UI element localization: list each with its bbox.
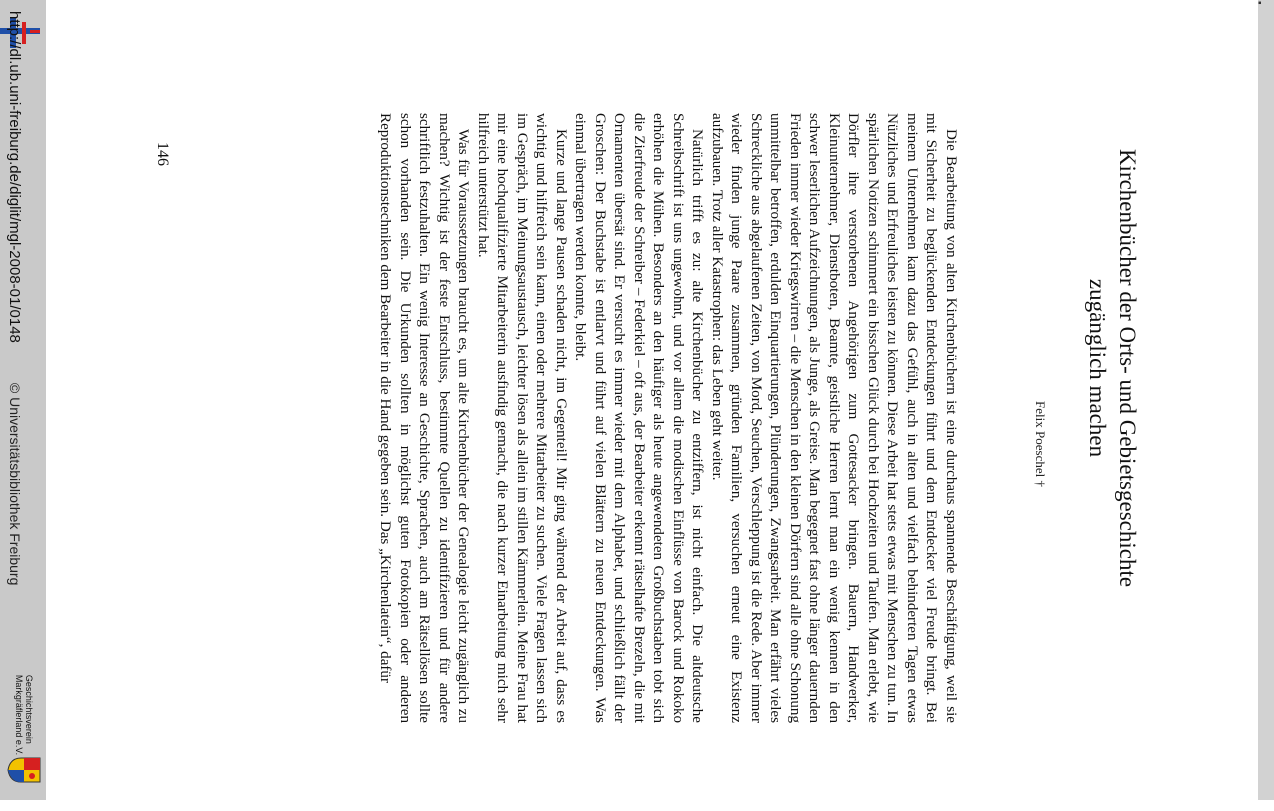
copyright-notice: © Universitätsbibliothek Freiburg xyxy=(7,382,23,586)
article-title-line2: zugänglich machen xyxy=(1085,278,1110,458)
paragraph: Was für Voraussetzungen braucht es, um alte Kirchenbücher der Genealogie leicht zugänglich zu machen? Wichtig ist der feste Entschluss, bestimmte Quellen zu identifizieren und für andere schriftlich festzuhalten. Ein wenig Interesse an Geschichte, Sprachen, auch am Rätsellösen sollte schon vorhanden sein. Die Urkunden sollten in möglichst guten Fotokopien oder anderen Reproduktionstechniken dem Bearbeiter in die Hand gegeben sein. Das „Kirchenlatein“, dafür xyxy=(377,113,472,723)
society-crest-icon xyxy=(7,757,41,783)
article-title xyxy=(1082,88,1142,648)
article-title-line1: Kirchenbücher der Orts- und Gebietsgeschichte xyxy=(1115,148,1140,588)
paragraph: Die Bearbeitung von alten Kirchenbüchern ist eine durchaus spannende Beschäftigung, weil sie mit Sicherheit zu beglückenden Entdeckungen führt und dem Entdecker viel Freude bringt. Bei meinem Unternehmen kam dazu das Gefühl, auch in alten und vielfach behinderten Tagen etwas Nützliches und Erfreuliches leisten zu können. Diese Arbeit hat stets etwas mit Menschen zu tun. In spärlichen Notizen schimmert ein bisschen Glück durch bei Hochzeiten und Taufen. Man erlebt, wie Dörfler ihre verstorbenen Angehörigen zum Gottesacker bringen. Bauern, Handwerker, Kleinunternehmer, Dienstboten, Beamte, geistliche Herren lernt man ein wenig kennen in den schwer leserlichen Aufzeichnungen, als Junge, als Greise. Man begegnet fast ohne länger dauernden Frieden immer wieder Kriegswirren – die Menschen in den kleinen Dörfern sind alle ohne Schonung unmittelbar betroffen, erdulden Einquartierungen, Plünderungen, Zwangsarbeit. Man erfährt vieles Schreckliche aus abgelaufenen Zeiten, von Mord, Seuchen, Verschleppung ist die Rede. Aber immer wieder finden junge Paare zusammen, gründen Familien, versuchen erneut eine Existenz aufzubauen. Trotz aller Katastrophen: das Leben geht weiter. xyxy=(709,113,959,723)
paragraph: Natürlich trifft es zu: alte Kirchenbücher zu entziffern, ist nicht einfach. Die altdeutsche Schreibschrift ist uns ungewohnt, und vor allem die modischen Einflüsse von Barock und Rokoko erhöhen die Mühen. Besonders an den häufiger als heute angewendeten Großbuchstaben tobt sich die Zierfreude der Schreiber – Federkiel – oft aus, der Bearbeiter erkennt rätselhafte Brezeln, die mit Ornamenten übersät sind. Er versucht es immer wieder mit dem Alphabet, und schließlich fällt der Groschen: Der Buchstabe ist entlarvt und führt auf vielen Blättern zu neuen Entdeckungen. Was einmal übertragen werden konnte, bleibt. xyxy=(572,113,706,723)
page-edge-fragment: ▪ xyxy=(1258,0,1262,9)
society-name-line2: Markgräflerland e.V. xyxy=(14,674,24,756)
article-author: Felix Poeschel † xyxy=(1033,401,1048,487)
paragraph: Kurze und lange Pausen schaden nicht, im Gegenteil! Mir ging während der Arbeit auf, dass es wichtig und hilfreich sein kann, einen oder mehrere Mitarbeiter zu suchen. Viele Fragen lassen sich im Gespräch, im Meinungsaustausch, leichter lösen als allein im stillen Kämmerlein. Meine Frau hat mir eine hochqualifizierte Mitarbeiterin ausfindig gemacht, die nach kurzer Einarbeitung mich sehr hilfreich unterstützt hat. xyxy=(475,113,569,723)
society-name-line1: Geschichtsverein xyxy=(24,674,34,744)
viewer-right-edge xyxy=(1258,0,1274,800)
page-number: 146 xyxy=(154,142,171,166)
society-name xyxy=(14,675,34,755)
document-url-link[interactable]: http://dl.ub.uni-freiburg.de/diglit/mgl-2008-01/0148 xyxy=(6,11,24,343)
article-body xyxy=(160,113,960,723)
